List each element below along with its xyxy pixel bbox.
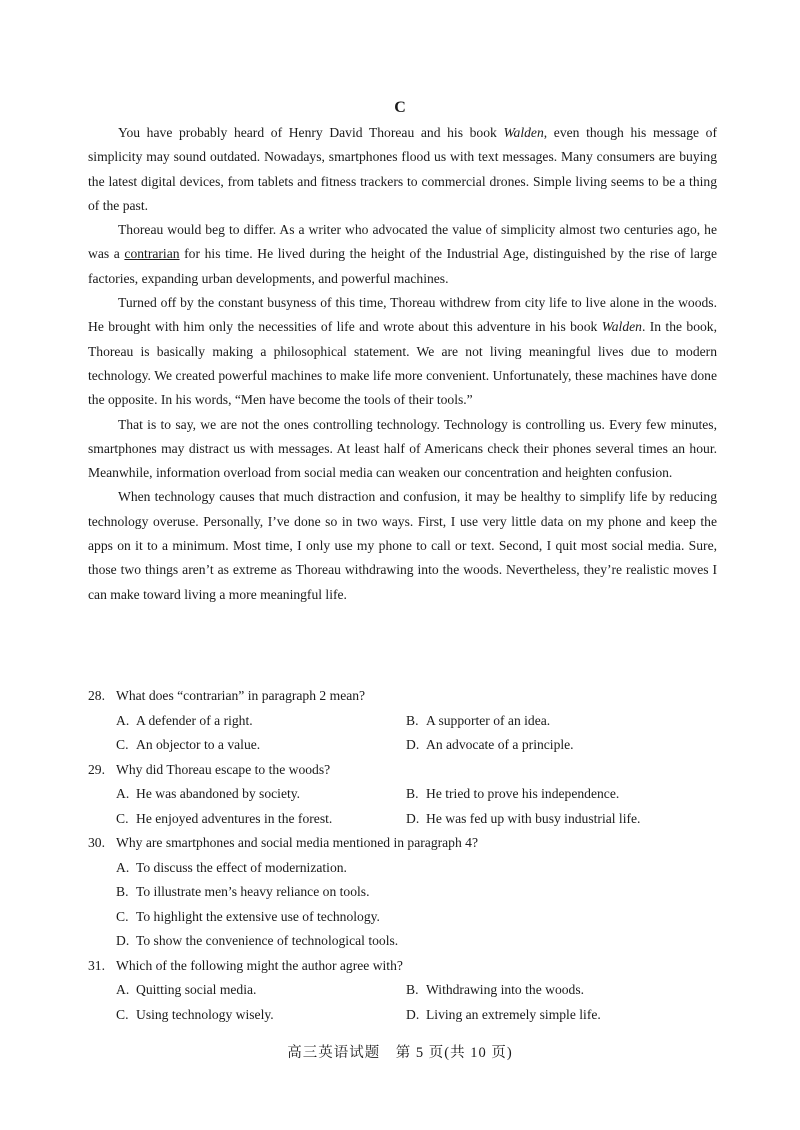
passage-paragraph bbox=[88, 485, 717, 606]
answer-options bbox=[88, 709, 728, 758]
option-letter: A. bbox=[116, 859, 130, 875]
option-letter: C. bbox=[116, 810, 129, 826]
option-text: A defender of a right. bbox=[136, 712, 253, 728]
text-run: You have probably heard of Henry David Thoreau and his book bbox=[118, 125, 504, 140]
question-stem bbox=[88, 758, 728, 783]
question-number: 30. bbox=[88, 835, 105, 850]
option-letter: A. bbox=[116, 786, 130, 801]
text-run: Thoreau would beg to differ. As a writer who advocated the value of simplicity almost two centuries ago, he was a bbox=[88, 222, 717, 262]
question-text: Why are smartphones and social media mentioned in paragraph 4? bbox=[116, 835, 478, 850]
passage-paragraph bbox=[88, 291, 717, 412]
passage-paragraph bbox=[88, 218, 717, 291]
text-run: That is to say, we are not the ones controlling technology. Technology is controlling us. Every few minutes, smartphones may distract us with messages. At least half of Americans check their phones several times an hour. Meanwhile, information overload from social media can weaken our concentration and heighten confusion. bbox=[88, 416, 717, 481]
answer-option[interactable] bbox=[116, 1003, 406, 1028]
answer-option[interactable] bbox=[406, 978, 726, 1003]
answer-options bbox=[88, 782, 728, 831]
question-text: Which of the following might the author agree with? bbox=[116, 957, 403, 973]
answer-option[interactable] bbox=[116, 880, 728, 905]
question-31 bbox=[88, 954, 728, 1028]
answer-option[interactable] bbox=[406, 733, 726, 758]
option-letter: D. bbox=[406, 1006, 420, 1022]
answer-option[interactable] bbox=[116, 929, 728, 954]
book-title: Walden bbox=[503, 125, 544, 140]
question-29 bbox=[88, 758, 728, 832]
option-letter: B. bbox=[406, 786, 419, 801]
text-run: for his time. He lived during the height of the Industrial Age, distinguished by the rise of large factories, expanding urban developments, and powerful machines. bbox=[88, 246, 717, 286]
answer-option[interactable] bbox=[116, 709, 406, 734]
underlined-word: contrarian bbox=[124, 246, 180, 262]
question-stem bbox=[88, 684, 728, 709]
option-text: A supporter of an idea. bbox=[426, 712, 551, 728]
question-text: Why did Thoreau escape to the woods? bbox=[116, 761, 331, 777]
passage-paragraph bbox=[88, 121, 717, 218]
answer-option[interactable] bbox=[406, 782, 726, 807]
answer-option[interactable] bbox=[116, 978, 406, 1003]
option-text: He tried to prove his independence. bbox=[426, 786, 620, 801]
option-text: An advocate of a principle. bbox=[426, 737, 574, 752]
option-text: Withdrawing into the woods. bbox=[426, 982, 585, 997]
option-letter: C. bbox=[116, 908, 129, 924]
reading-passage bbox=[88, 121, 717, 607]
answer-options bbox=[88, 978, 728, 1027]
question-28 bbox=[88, 684, 728, 758]
option-text: Using technology wisely. bbox=[136, 1006, 274, 1022]
question-30 bbox=[88, 831, 728, 954]
answer-option[interactable] bbox=[116, 807, 406, 832]
book-title: Walden bbox=[601, 319, 642, 335]
answer-option[interactable] bbox=[116, 905, 728, 930]
option-text: To highlight the extensive use of technology. bbox=[136, 908, 380, 924]
option-letter: D. bbox=[116, 933, 130, 948]
option-text: To show the convenience of technological tools. bbox=[136, 933, 399, 948]
option-letter: A. bbox=[116, 712, 130, 728]
answer-option[interactable] bbox=[406, 709, 726, 734]
option-text: Quitting social media. bbox=[136, 982, 257, 997]
question-stem bbox=[88, 954, 728, 979]
option-letter: C. bbox=[116, 1006, 129, 1022]
answer-option[interactable] bbox=[116, 856, 728, 881]
passage-paragraph bbox=[88, 413, 717, 486]
option-text: He was abandoned by society. bbox=[136, 786, 301, 801]
option-text: An objector to a value. bbox=[136, 737, 261, 752]
option-letter: C. bbox=[116, 737, 129, 752]
option-text: Living an extremely simple life. bbox=[426, 1006, 601, 1022]
question-number: 28. bbox=[88, 688, 105, 703]
option-letter: B. bbox=[116, 884, 129, 899]
question-text: What does “contrarian” in paragraph 2 mean? bbox=[116, 688, 366, 703]
text-run: . In the book, Thoreau is basically making a philosophical statement. We are not living meaningful lives due to modern technology. We created powerful machines to make life more convenient. Unfortunately, these machines have done the opposite. In his words, “Men have become the tools of their tools.” bbox=[88, 319, 717, 408]
question-number: 29. bbox=[88, 761, 105, 777]
option-text: To discuss the effect of modernization. bbox=[136, 859, 347, 875]
text-run: , even though his message of simplicity may sound outdated. Nowadays, smartphones flood us with text messages. Many consumers are buying the latest digital devices, from tablets and fitness trackers to commercial drones. Simple living seems to be a thing of the past. bbox=[88, 125, 717, 213]
option-text: He was fed up with busy industrial life. bbox=[426, 810, 641, 826]
option-text: To illustrate men’s heavy reliance on tools. bbox=[136, 884, 370, 899]
option-letter: D. bbox=[406, 737, 420, 752]
option-letter: A. bbox=[116, 982, 130, 997]
answer-option[interactable] bbox=[116, 733, 406, 758]
page-footer: 高三英语试题 第 5 页(共 10 页) bbox=[287, 1045, 513, 1061]
answer-option[interactable] bbox=[116, 782, 406, 807]
question-stem bbox=[88, 831, 728, 856]
answer-options bbox=[88, 856, 728, 954]
answer-option[interactable] bbox=[406, 807, 726, 832]
text-run: When technology causes that much distraction and confusion, it may be healthy to simplify life by reducing technology overuse. Personally, I’ve done so in two ways. First, I use very little data on my phone and keep the apps on it to a minimum. Most time, I only use my phone to call or text. Second, I quit most social media. Sure, those two things aren’t as extreme as Thoreau withdrawing into the woods. Nevertheless, they’re realistic moves I can make toward living a more meaningful life. bbox=[88, 489, 717, 602]
answer-option[interactable] bbox=[406, 1003, 726, 1028]
question-number: 31. bbox=[88, 957, 105, 973]
option-letter: B. bbox=[406, 982, 419, 997]
section-label: C bbox=[394, 99, 406, 116]
question-list bbox=[88, 684, 728, 1027]
option-text: He enjoyed adventures in the forest. bbox=[136, 810, 333, 826]
option-letter: D. bbox=[406, 810, 420, 826]
option-letter: B. bbox=[406, 712, 419, 728]
text-run: Turned off by the constant busyness of this time, Thoreau withdrew from city life to live alone in the woods. He brought with him only the necessities of life and wrote about this adventure in his book bbox=[88, 295, 717, 335]
